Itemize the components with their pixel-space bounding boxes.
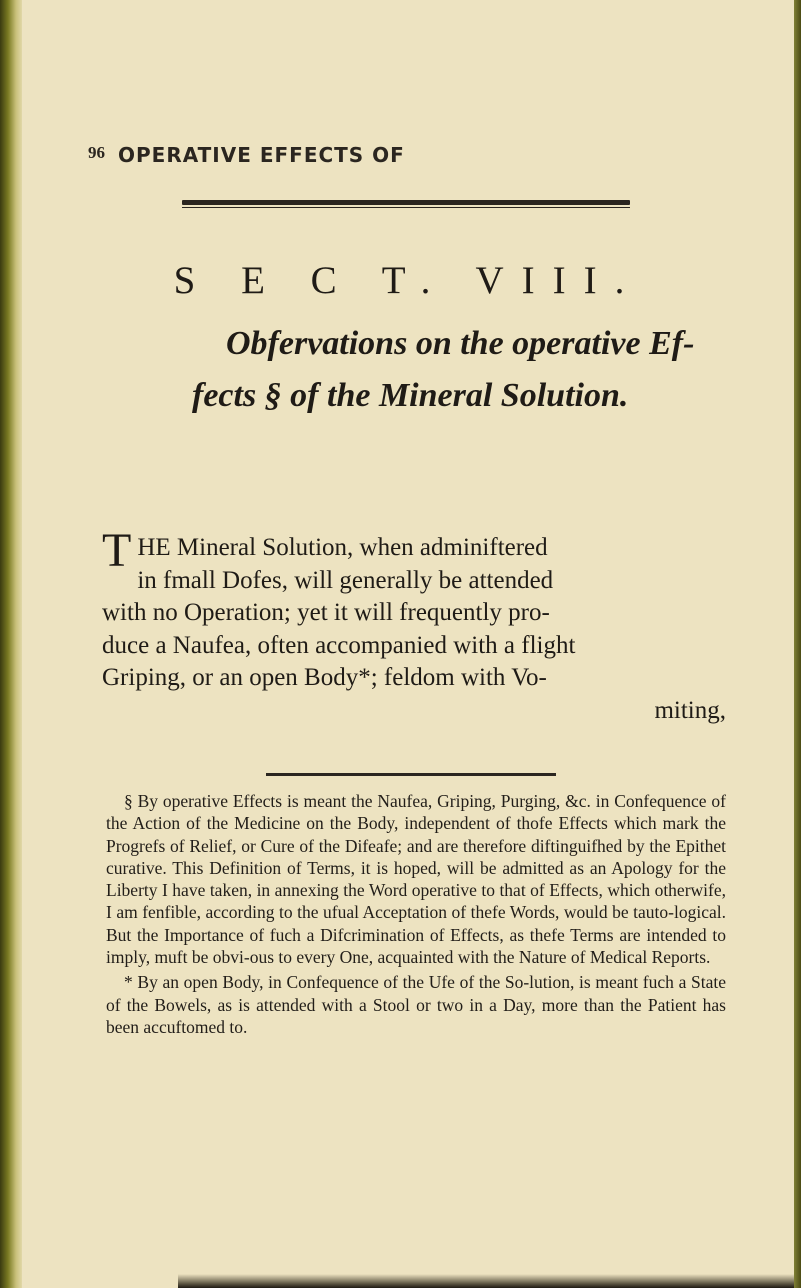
section-heading: S E C T. VIII. — [173, 259, 643, 302]
header-rule — [182, 200, 630, 205]
footnote-section: § By operative Effects is meant the Naufea, Griping, Purging, &c. in Confequence of the Action of the Medicine on the Body, independent of thofe Effects which mark the Progrefs of Relief, or Cure of the Difeafe; and are therefore diftinguifhed by the Epithet curative. This Definition of Terms, it is hoped, will be admitted as an Apology for the Liberty I have taken, in annexing the Word operative to that of Effects, which otherwife, I am fenfible, according to the ufual Acceptation of thefe Words, would be tauto-logical. But the Importance of fuch a Difcrimination of Effects, as thefe Terms are intended to imply, muft be obvi-ous to every One, acquainted with the Nature of Medical Reports. — [106, 791, 726, 968]
body-line: duce a Naufea, often accompanied with a flight — [102, 631, 576, 659]
body-line: in fmall Dofes, will generally be attended — [137, 566, 554, 594]
body-line: with no Operation; yet it will frequently pro- — [102, 599, 550, 626]
page-number: 96 — [88, 143, 105, 162]
running-title: OPERATIVE EFFECTS OF — [118, 143, 405, 167]
subtitle-line-2: fects § of the Mineral Solution. — [192, 377, 629, 414]
body-line: HE Mineral Solution, when adminiftered — [137, 534, 548, 561]
subtitle-line-1: Obfervations on the operative Ef- — [226, 325, 695, 362]
footnotes — [106, 790, 726, 1038]
footnote-rule — [266, 773, 556, 776]
catchword-line: miting, — [654, 696, 726, 724]
drop-cap: T — [102, 524, 132, 577]
running-head — [22, 143, 794, 173]
body-paragraph — [102, 524, 726, 727]
book-page — [22, 0, 794, 1288]
body-line: Griping, or an open Body*; feldom with Vo- — [102, 664, 547, 691]
section-subtitle — [192, 318, 746, 422]
page-edge-shadow — [178, 1274, 794, 1288]
footnote-asterisk: * By an open Body, in Confequence of the Ufe of the So-lution, is meant fuch a State of the Bowels, as is attended with a Stool or two in a Day, more than the Patient has been accuftomed to. — [106, 972, 726, 1037]
